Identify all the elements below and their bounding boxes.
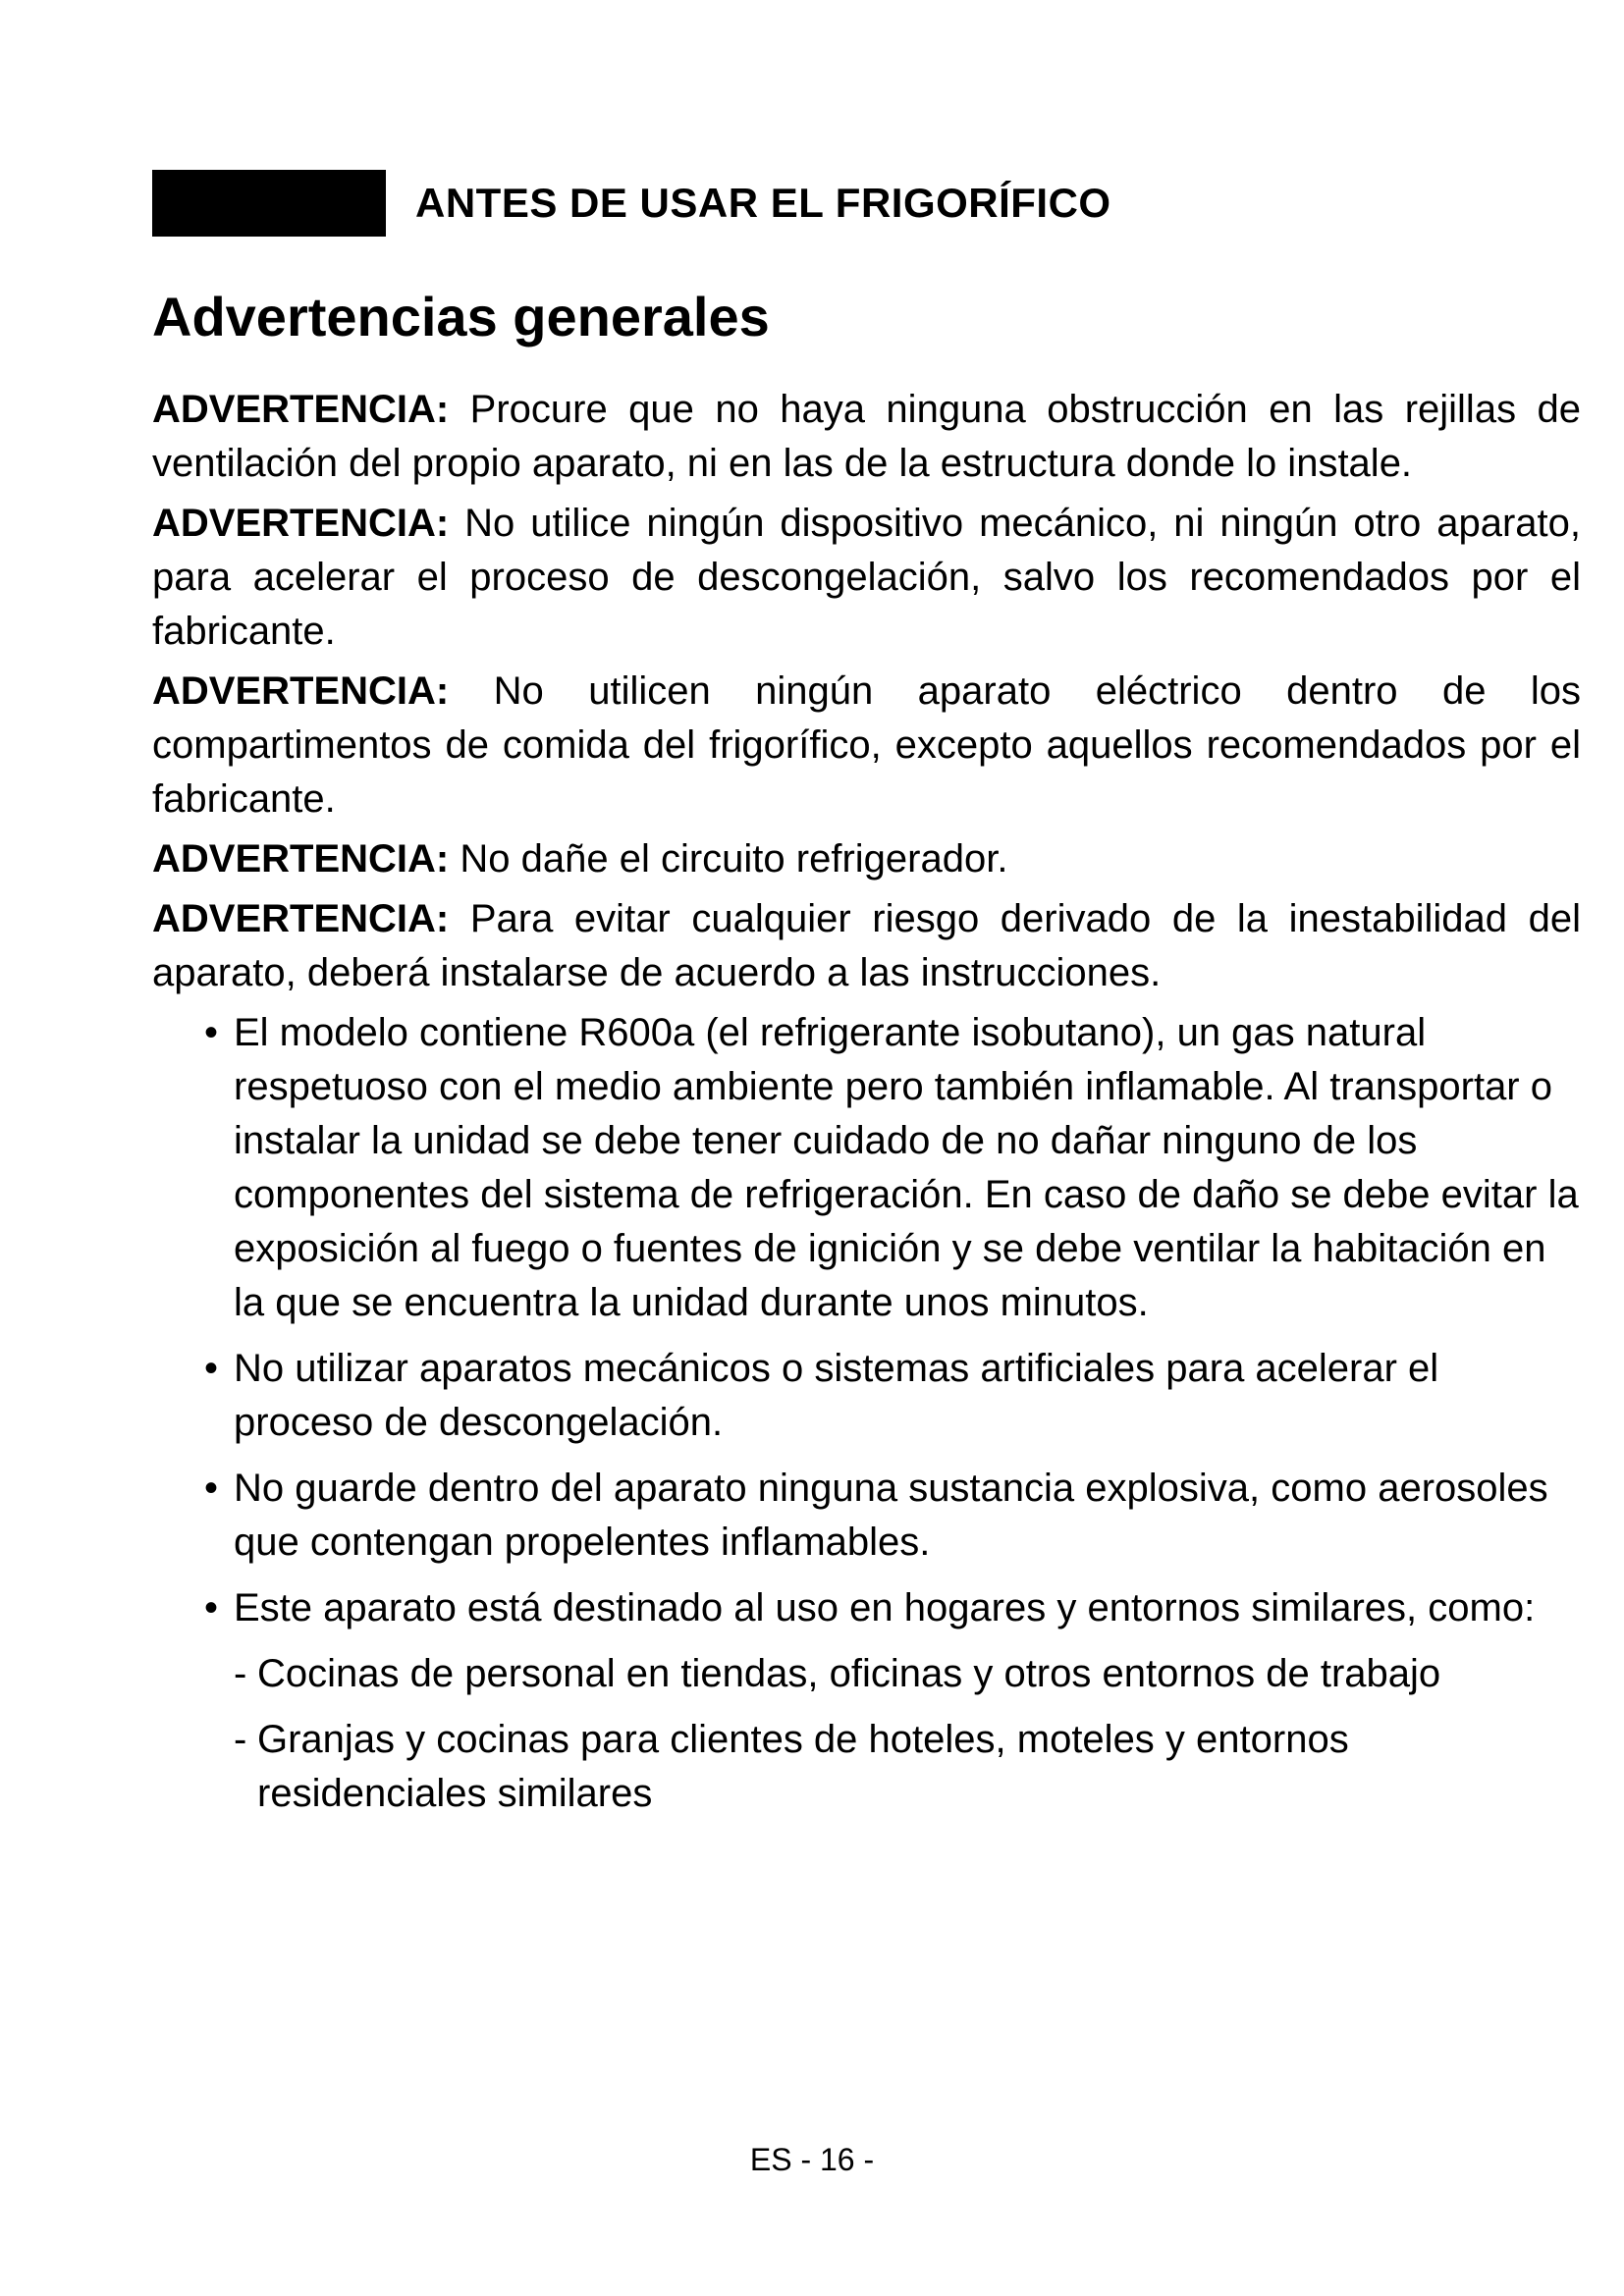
list-item-text: No guarde dentro del aparato ninguna sustancia explosiva, como aerosoles que contengan propelentes inflamables.: [234, 1467, 1548, 1564]
dash-icon: -: [234, 1718, 247, 1761]
warning-text: No utilice ningún dispositivo mecánico, ni ningún otro aparato, para acelerar el proceso de descongelación, salvo los recomendados por el fabricante.: [152, 502, 1581, 653]
warning-paragraph: [152, 832, 1581, 886]
sub-list-item: [234, 1713, 1581, 1821]
warning-text: No dañe el circuito refrigerador.: [460, 837, 1008, 881]
warning-text: Procure que no haya ninguna obstrucción en las rejillas de ventilación del propio aparato, ni en las de la estructura donde lo instale.: [152, 388, 1581, 485]
warning-text: No utilicen ningún aparato eléctrico dentro de los compartimentos de comida del frigorífico, excepto aquellos recomendados por el fabricante.: [152, 669, 1581, 821]
warning-paragraph: [152, 383, 1581, 491]
page-title: Advertencias generales: [152, 286, 770, 347]
warning-paragraph: [152, 665, 1581, 827]
section-header: [152, 170, 1111, 237]
bullet-icon: •: [204, 1011, 219, 1054]
page-number: ES - 16 -: [749, 2142, 875, 2177]
section-marker-block: [152, 170, 386, 237]
bullet-list: [152, 1006, 1581, 1821]
bullet-icon: •: [204, 1467, 219, 1510]
warning-paragraph: [152, 892, 1581, 1000]
list-item-text: Este aparato está destinado al uso en hogares y entornos similares, como:: [234, 1586, 1536, 1629]
warning-label: ADVERTENCIA:: [152, 669, 450, 713]
section-title: ANTES DE USAR EL FRIGORÍFICO: [415, 180, 1111, 226]
bullet-icon: •: [204, 1347, 219, 1390]
sub-list-item-text: Granjas y cocinas para clientes de hoteles, moteles y entornos residenciales similares: [257, 1718, 1349, 1815]
sub-list: [234, 1647, 1581, 1821]
sub-list-item-text: Cocinas de personal en tiendas, oficinas y otros entornos de trabajo: [257, 1652, 1441, 1695]
list-item-text: No utilizar aparatos mecánicos o sistemas artificiales para acelerar el proceso de descongelación.: [234, 1347, 1439, 1444]
bullet-icon: •: [204, 1586, 219, 1629]
warning-text: Para evitar cualquier riesgo derivado de la inestabilidad del aparato, deberá instalarse de acuerdo a las instrucciones.: [152, 897, 1581, 994]
list-item-text: El modelo contiene R600a (el refrigerante isobutano), un gas natural respetuoso con el medio ambiente pero también inflamable. Al transportar o instalar la unidad se debe tener cuidado de no dañar ninguno de los componentes del sistema de refrigeración. En caso de daño se debe evitar la exposición al fuego o fuentes de ignición y se debe ventilar la habitación en la que se encuentra la unidad durante unos minutos.: [234, 1011, 1579, 1324]
list-item: [152, 1006, 1581, 1330]
dash-icon: -: [234, 1652, 247, 1695]
warning-label: ADVERTENCIA:: [152, 897, 450, 940]
sub-list-item: [234, 1647, 1581, 1701]
warning-label: ADVERTENCIA:: [152, 502, 450, 545]
content-body: [152, 383, 1581, 1833]
list-item: [152, 1462, 1581, 1570]
warning-paragraph: [152, 497, 1581, 659]
list-item: [152, 1342, 1581, 1450]
list-item: [152, 1581, 1581, 1821]
warning-label: ADVERTENCIA:: [152, 837, 450, 881]
warning-label: ADVERTENCIA:: [152, 388, 450, 431]
